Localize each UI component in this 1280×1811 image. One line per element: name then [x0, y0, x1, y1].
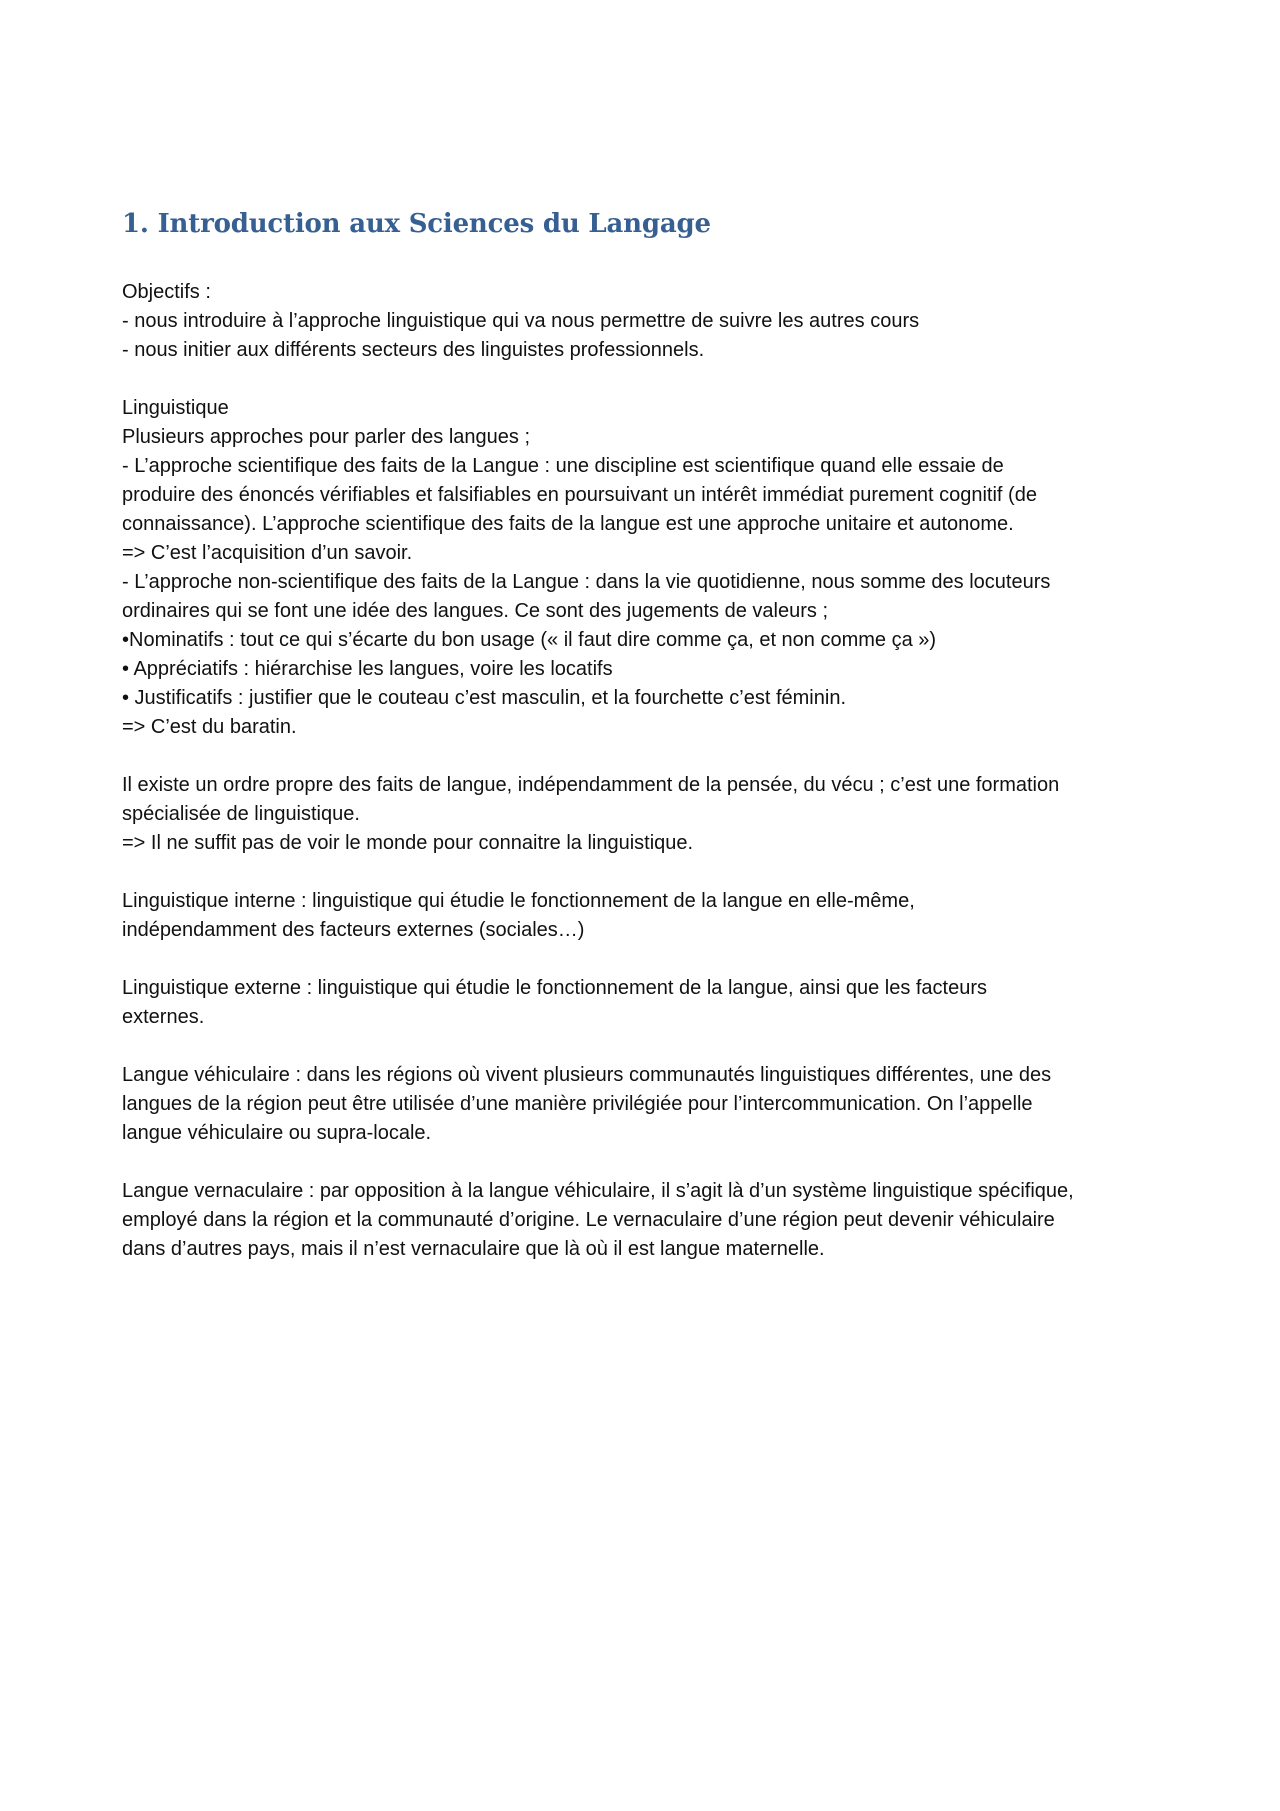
text-line: => C’est l’acquisition d’un savoir. [122, 542, 413, 564]
text-line: - L’approche non-scientifique des faits de la Langue : dans la vie quotidienne, nous somme des locuteurs [122, 571, 1051, 593]
paragraph-objectifs [122, 278, 1172, 365]
text-line: Langue véhiculaire : dans les régions où vivent plusieurs communautés linguistiques différentes, une des [122, 1064, 1052, 1086]
text-line: - nous initier aux différents secteurs des linguistes professionnels. [122, 339, 705, 361]
bullet-line: • Justificatifs : justifier que le couteau c’est masculin, et la fourchette c’est féminin. [122, 687, 846, 709]
text-line: Objectifs : [122, 281, 211, 303]
paragraph-linguistique-interne [122, 887, 1172, 945]
text-line: - L’approche scientifique des faits de la Langue : une discipline est scientifique quand elle essaie de [122, 455, 1004, 477]
bullet-line: • Appréciatifs : hiérarchise les langues, voire les locatifs [122, 658, 613, 680]
text-line: Il existe un ordre propre des faits de langue, indépendamment de la pensée, du vécu ; c’est une formation [122, 774, 1060, 796]
text-line: ordinaires qui se font une idée des langues. Ce sont des jugements de valeurs ; [122, 600, 828, 622]
text-line: spécialisée de linguistique. [122, 803, 360, 825]
paragraph-langue-vernaculaire [122, 1177, 1172, 1264]
text-line: Plusieurs approches pour parler des langues ; [122, 426, 531, 448]
text-line: dans d’autres pays, mais il n’est vernaculaire que là où il est langue maternelle. [122, 1238, 825, 1260]
page-title: 1. Introduction aux Sciences du Langage [122, 209, 711, 239]
text-line: Linguistique externe : linguistique qui étudie le fonctionnement de la langue, ainsi que les facteurs [122, 977, 988, 999]
text-line: externes. [122, 1006, 205, 1028]
bullet-line: •Nominatifs : tout ce qui s’écarte du bon usage (« il faut dire comme ça, et non comme ça ») [122, 629, 937, 651]
text-line: produire des énoncés vérifiables et falsifiables en poursuivant un intérêt immédiat purement cognitif (de [122, 484, 1037, 506]
text-line: indépendamment des facteurs externes (sociales…) [122, 919, 585, 941]
paragraph-langue-vehiculaire [122, 1061, 1172, 1148]
text-line: Linguistique interne : linguistique qui étudie le fonctionnement de la langue en elle-même, [122, 890, 915, 912]
paragraph-ordre-propre [122, 771, 1172, 858]
text-line: => Il ne suffit pas de voir le monde pour connaitre la linguistique. [122, 832, 694, 854]
text-line: langue véhiculaire ou supra-locale. [122, 1122, 432, 1144]
text-line: connaissance). L’approche scientifique des faits de la langue est une approche unitaire et autonome. [122, 513, 1014, 535]
text-line: - nous introduire à l’approche linguistique qui va nous permettre de suivre les autres cours [122, 310, 920, 332]
text-line: Linguistique [122, 397, 229, 419]
paragraph-linguistique [122, 394, 1172, 742]
text-line: employé dans la région et la communauté d’origine. Le vernaculaire d’une région peut devenir véhiculaire [122, 1209, 1055, 1231]
text-line: Langue vernaculaire : par opposition à la langue véhiculaire, il s’agit là d’un système linguistique spécifique, [122, 1180, 1074, 1202]
document-content [122, 204, 1172, 1293]
text-line: => C’est du baratin. [122, 716, 297, 738]
text-line: langues de la région peut être utilisée d’une manière privilégiée pour l’intercommunication. On l’appelle [122, 1093, 1033, 1115]
paragraph-linguistique-externe [122, 974, 1172, 1032]
